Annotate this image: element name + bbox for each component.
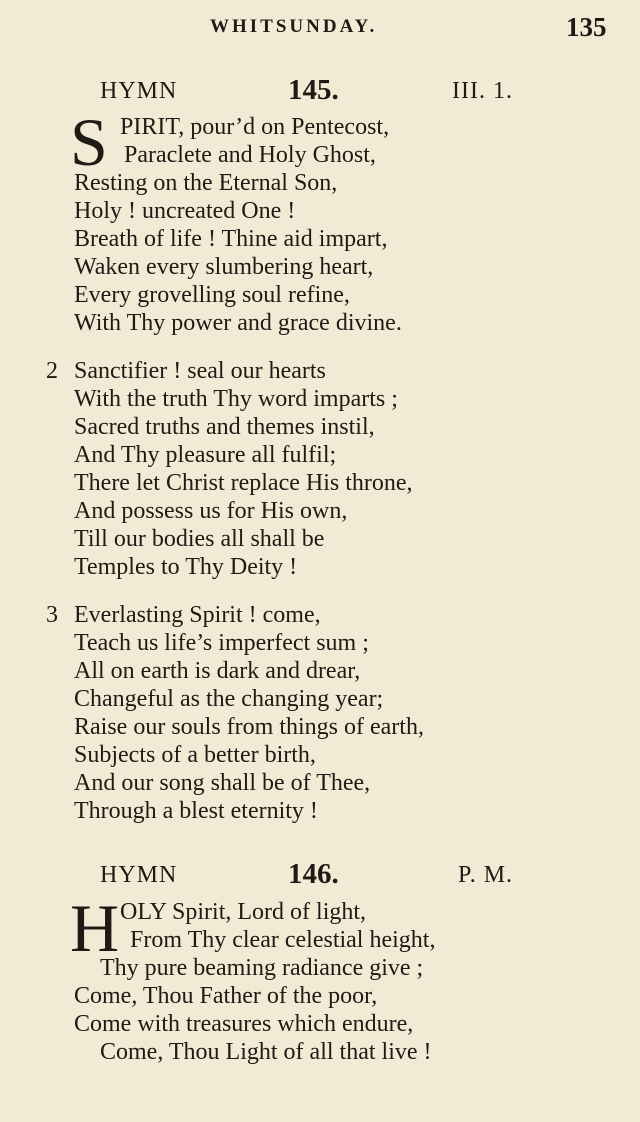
verse-line: Come, Thou Father of the poor,: [74, 983, 378, 1009]
verse-line: Through a blest eternity !: [74, 798, 318, 824]
drop-cap: H: [70, 890, 120, 966]
verse-line: Holy ! uncreated One !: [74, 198, 296, 224]
verse-line: With the truth Thy word imparts ;: [74, 386, 398, 412]
verse-line: Changeful as the changing year;: [74, 686, 384, 712]
verse-line: With Thy power and grace divine.: [74, 310, 402, 336]
verse-line: Come with treasures which endure,: [74, 1011, 414, 1037]
verse-line: Sacred truths and themes instil,: [74, 414, 375, 440]
verse-line: Breath of life ! Thine aid impart,: [74, 226, 388, 252]
stanza-number: 3: [46, 602, 58, 628]
hymn-number: 146.: [288, 858, 339, 890]
verse-line: PIRIT, pour’d on Pentecost,: [120, 114, 390, 140]
hymn-145-heading: [0, 72, 640, 106]
page-number: 135: [566, 12, 607, 42]
verse-line: Temples to Thy Deity !: [74, 554, 298, 580]
verse-line: Resting on the Eternal Son,: [74, 170, 338, 196]
verse-line: And possess us for His own,: [74, 498, 348, 524]
verse-line: And our song shall be of Thee,: [74, 770, 371, 796]
verse-line: From Thy clear celestial height,: [130, 927, 436, 953]
verse-line: Subjects of a better birth,: [74, 742, 316, 768]
verse-line: Teach us life’s imperfect sum ;: [74, 630, 369, 656]
verse-line: Every grovelling soul refine,: [74, 282, 350, 308]
hymn-label: HYMN: [100, 78, 178, 104]
stanza-number: 2: [46, 358, 58, 384]
verse-line: Waken every slumbering heart,: [74, 254, 374, 280]
verse-line: Come, Thou Light of all that live !: [100, 1039, 432, 1065]
verse-line: OLY Spirit, Lord of light,: [120, 899, 367, 925]
hymn-146-heading: [0, 856, 640, 890]
verse-line: There let Christ replace His throne,: [74, 470, 413, 496]
verse-line: Sanctifier ! seal our hearts: [74, 358, 326, 384]
running-title: WHITSUNDAY.: [210, 16, 378, 37]
verse-line: Thy pure beaming radiance give ;: [100, 955, 424, 981]
hymn-meter: P. M.: [458, 862, 514, 888]
verse-line: All on earth is dark and drear,: [74, 658, 361, 684]
verse-line: Till our bodies all shall be: [74, 526, 325, 552]
running-head: [0, 12, 640, 44]
drop-cap: S: [70, 104, 108, 180]
verse-line: Paraclete and Holy Ghost,: [124, 142, 376, 168]
hymn-label: HYMN: [100, 862, 178, 888]
verse-line: And Thy pleasure all fulfil;: [74, 442, 337, 468]
verse-line: Everlasting Spirit ! come,: [74, 602, 321, 628]
verse-line: Raise our souls from things of earth,: [74, 714, 424, 740]
hymn-meter: III. 1.: [452, 78, 513, 104]
hymn-number: 145.: [288, 74, 339, 106]
